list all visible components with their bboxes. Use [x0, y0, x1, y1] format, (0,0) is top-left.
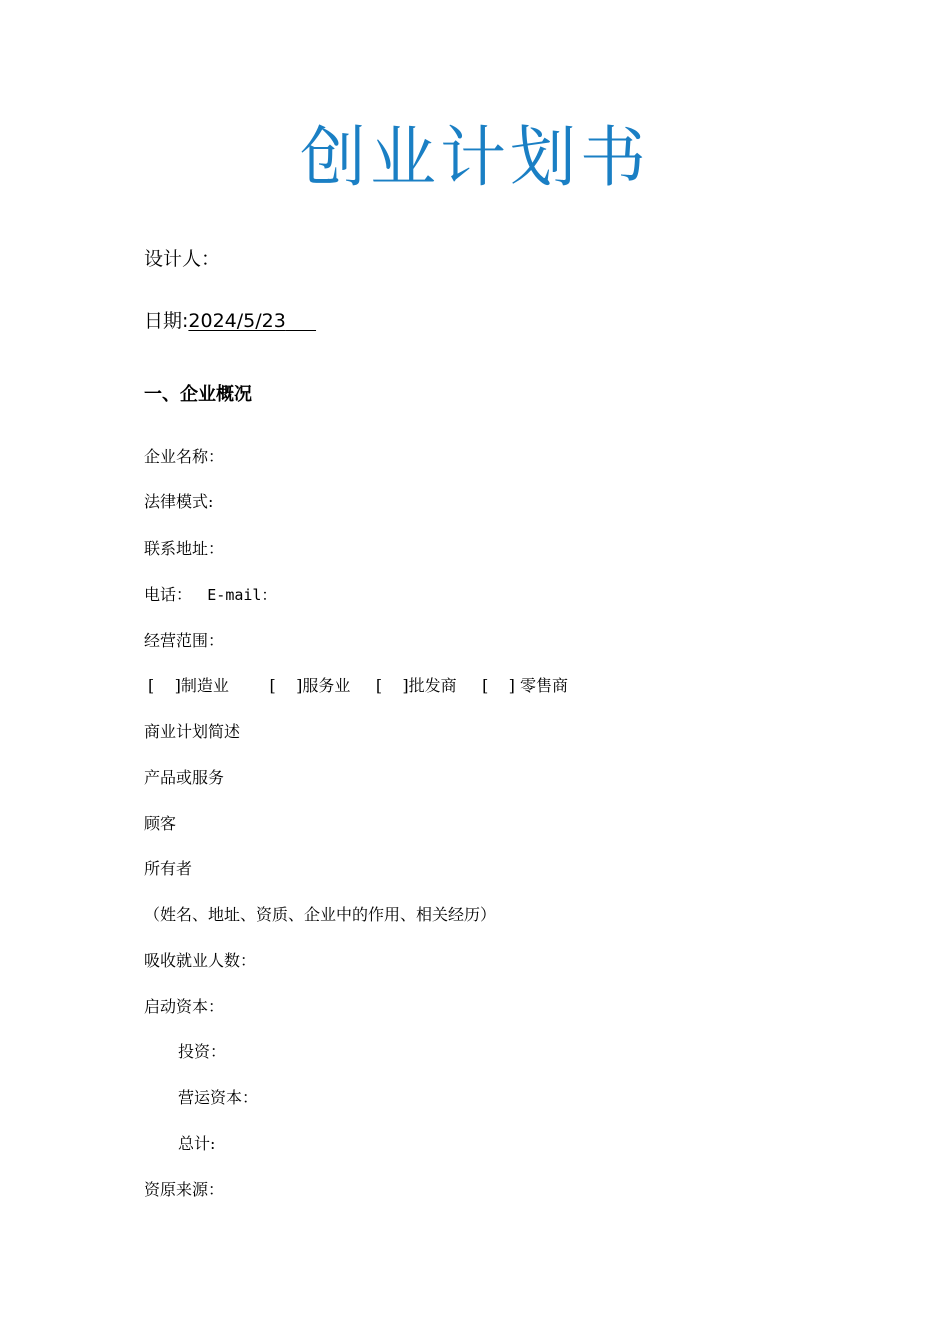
legal-form-field: 法律模式:: [144, 492, 214, 511]
email-label: E-mail：: [207, 586, 277, 604]
option-services[interactable]: [ ]服务业: [269, 676, 351, 695]
document-title: 创业计划书: [300, 119, 650, 196]
option-wholesale[interactable]: [ ]批发商: [375, 676, 457, 695]
contact-address-field: 联系地址：: [144, 539, 225, 558]
section-heading-company-overview: 一、企业概况: [144, 384, 252, 405]
option-manufacturing[interactable]: [ ]制造业: [148, 676, 229, 695]
date-value: 2024/5/23: [188, 310, 286, 332]
startup-capital-field: 启动资本：: [144, 997, 225, 1016]
date-line: [144, 309, 316, 333]
phone-label: 电话：: [144, 585, 193, 604]
employment-field: 吸收就业人数：: [144, 951, 257, 970]
option-retail[interactable]: [ ] 零售商: [482, 676, 569, 695]
funding-source-field: 资原来源：: [144, 1180, 225, 1199]
working-capital-field: 营运资本：: [178, 1088, 259, 1107]
company-name-field: 企业名称：: [144, 447, 225, 466]
date-label: 日期:: [144, 310, 189, 332]
phone-email-line: [144, 584, 276, 606]
total-field: 总计:: [178, 1134, 216, 1153]
customers-field: 顾客: [144, 814, 177, 833]
investment-field: 投资：: [178, 1042, 227, 1061]
owner-field: 所有者: [144, 859, 193, 878]
owner-note: （姓名、地址、资质、企业中的作用、相关经历）: [144, 905, 497, 924]
business-type-options: [148, 675, 568, 697]
designer-line: [144, 247, 220, 271]
business-scope-field: 经营范围：: [144, 631, 225, 650]
product-service-field: 产品或服务: [144, 768, 225, 787]
plan-summary-field: 商业计划简述: [144, 722, 241, 741]
designer-label: 设计人：: [144, 248, 221, 270]
